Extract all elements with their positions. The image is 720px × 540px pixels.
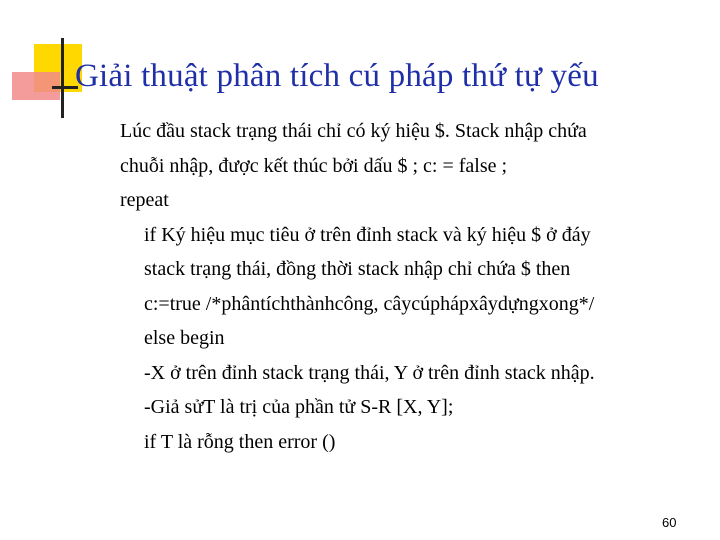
body-line: stack trạng thái, đồng thời stack nhập chỉ chứa $ then [144,258,571,280]
body-line: repeat [120,189,169,211]
body-line: -Giả sửT là trị của phần tử S-R [X, Y]; [144,396,454,418]
vertical-line [61,38,64,118]
body-line: c:=true /*phântíchthànhcông, câycúphápxâydựngxong*/ [144,292,595,315]
slide-body [120,114,700,459]
body-line: Lúc đầu stack trạng thái chỉ có ký hiệu $. Stack nhập chứa [120,120,587,142]
body-line: chuỗi nhập, được kết thúc bởi dấu $ ; c: = false ; [120,154,508,177]
body-line: if Ký hiệu mục tiêu ở trên đỉnh stack và ký hiệu $ ở đáy [144,223,591,246]
body-line: if T là rỗng then error () [144,430,336,453]
page-number: 60 [662,515,677,530]
slide-title: Giải thuật phân tích cú pháp thứ tự yếu [75,58,599,94]
body-line: else begin [144,327,225,349]
body-line: -X ở trên đỉnh stack trạng thái, Y ở trên đỉnh stack nhập. [144,361,595,384]
